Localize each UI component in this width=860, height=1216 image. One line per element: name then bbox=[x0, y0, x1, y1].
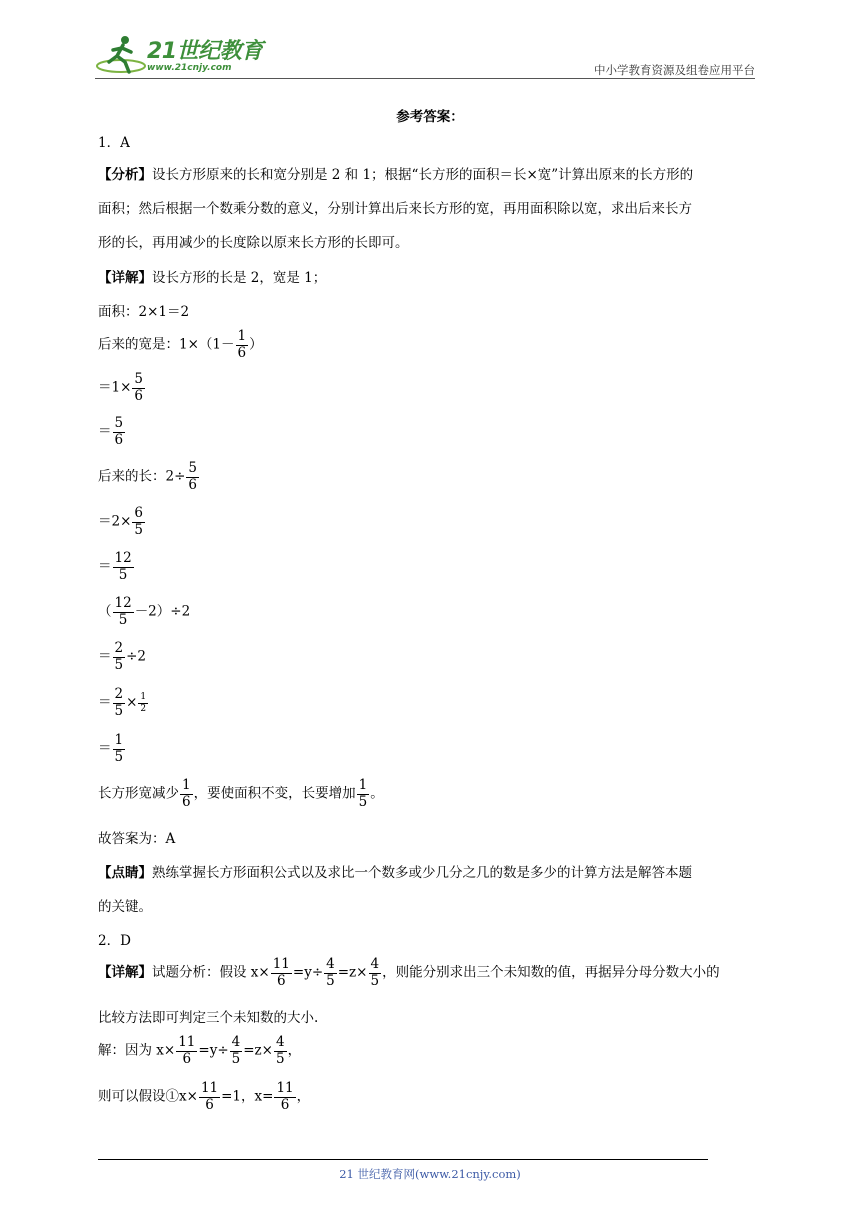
q2-answer: 2．D bbox=[98, 933, 131, 949]
footer-link[interactable]: 21 世纪教育网(www.21cnjy.com) bbox=[339, 1167, 521, 1181]
q1-step bbox=[98, 687, 149, 719]
fraction: $\frac{1}{6}$ bbox=[182, 777, 191, 810]
analysis-tag: 【分析】 bbox=[98, 167, 152, 183]
detail-tag: 【详解】 bbox=[98, 964, 152, 981]
q2-detail-line-1 bbox=[98, 957, 720, 989]
fraction: $\frac{11}{6}$ bbox=[178, 1034, 196, 1067]
logo-url: www.21cnjy.com bbox=[147, 63, 232, 73]
q1-analysis-line-2: 面积；然后根据一个数乘分数的意义，分别计算出后来长方形的宽，再用面积除以宽，求出后来长方 bbox=[98, 201, 692, 217]
expr-text: =1，x= bbox=[221, 1088, 274, 1105]
q1-analysis-line-3: 形的长，再用减少的长度除以原来长方形的长即可。 bbox=[98, 235, 409, 251]
expr-text: 后来的宽是：1×（1－ bbox=[98, 336, 235, 353]
expr-text: 长方形宽减少 bbox=[98, 785, 179, 802]
expr-text: =y÷ bbox=[198, 1042, 229, 1059]
fraction: $\frac{12}{5}$ bbox=[114, 595, 132, 628]
fraction: $\frac{11}{6}$ bbox=[200, 1080, 219, 1113]
fraction: $\frac{1}{5}$ bbox=[114, 732, 124, 765]
fraction: $\frac{4}{5}$ bbox=[370, 956, 380, 989]
fraction: $\frac{11}{6}$ bbox=[276, 1080, 294, 1113]
expr-text: 后来的长：2÷ bbox=[98, 468, 186, 485]
expr-text: ＝2× bbox=[98, 513, 132, 530]
q2-assume-line bbox=[98, 1081, 310, 1113]
footer-divider bbox=[98, 1159, 708, 1160]
expr-text: 则可以假设①x× bbox=[98, 1088, 198, 1105]
expr-text: ＝1× bbox=[98, 379, 132, 396]
detail-text: 设长方形的长是 2，宽是 1； bbox=[152, 270, 327, 286]
q1-step bbox=[98, 641, 146, 673]
expr-text: ＝ bbox=[98, 648, 112, 665]
q1-final: 故答案为：A bbox=[98, 831, 176, 847]
expr-text: （ bbox=[98, 603, 112, 620]
fraction: $\frac{1}{5}$ bbox=[358, 777, 368, 810]
site-logo bbox=[95, 32, 265, 76]
fraction: $\frac{4}{5}$ bbox=[326, 956, 335, 989]
comment-text: 熟练掌握长方形面积公式以及求比一个数多或少几分之几的数是多少的计算方法是解答本题 bbox=[152, 865, 692, 881]
header-divider bbox=[95, 78, 755, 79]
q1-comment-line-2: 的关键。 bbox=[98, 899, 152, 915]
q1-comment-line-1 bbox=[98, 861, 692, 881]
fraction: $\frac{5}{6}$ bbox=[134, 371, 143, 404]
fraction: $\frac{4}{5}$ bbox=[276, 1034, 285, 1067]
expr-text: ÷2 bbox=[126, 648, 146, 665]
expr-text: ＝ bbox=[98, 423, 112, 440]
q1-area: 面积：2×1＝2 bbox=[98, 304, 190, 320]
logo-wordmark: 21世纪教育 bbox=[147, 39, 263, 64]
expr-text: ＝ bbox=[98, 740, 112, 757]
fraction: $\frac{4}{5}$ bbox=[231, 1034, 241, 1067]
expr-text: ， bbox=[287, 1042, 302, 1059]
fraction: $\frac{6}{5}$ bbox=[134, 505, 143, 538]
q1-answer: 1．A bbox=[98, 135, 130, 151]
expr-text: 解：因为 x× bbox=[98, 1042, 176, 1059]
fraction: $\frac{5}{6}$ bbox=[188, 460, 197, 493]
expr-text: ） bbox=[249, 336, 263, 353]
q1-step bbox=[98, 551, 135, 583]
expr-text: －2）÷2 bbox=[134, 603, 191, 620]
q2-detail-line-2: 比较方法即可判定三个未知数的大小. bbox=[98, 1010, 319, 1026]
runner-logo-icon bbox=[95, 32, 147, 76]
q1-width-line bbox=[98, 329, 263, 361]
fraction: $\frac{5}{6}$ bbox=[114, 415, 124, 448]
q1-length-line bbox=[98, 461, 200, 493]
expr-text: =z× bbox=[243, 1042, 273, 1059]
fraction: $\frac{2}{5}$ bbox=[114, 686, 124, 719]
expr-text: ＝ bbox=[98, 558, 112, 575]
q1-step bbox=[98, 416, 126, 448]
fraction: $\frac{11}{6}$ bbox=[272, 956, 290, 989]
fraction: $\frac{1}{2}$ bbox=[140, 692, 147, 714]
comment-tag: 【点睛】 bbox=[98, 865, 152, 881]
page-header bbox=[95, 30, 755, 80]
expr-text: ＝ bbox=[98, 694, 112, 711]
expr-text: 。 bbox=[370, 785, 384, 802]
q1-step bbox=[98, 506, 146, 538]
page-title: 参考答案： bbox=[396, 109, 464, 125]
expr-text: =y÷ bbox=[292, 964, 324, 981]
fraction: $\frac{2}{5}$ bbox=[114, 640, 124, 673]
site-name: 中小学教育资源及组卷应用平台 bbox=[594, 63, 755, 77]
expr-text: 试题分析：假设 x× bbox=[152, 964, 270, 981]
fraction: $\frac{1}{6}$ bbox=[237, 328, 247, 361]
q1-step bbox=[98, 372, 146, 404]
fraction: $\frac{12}{5}$ bbox=[114, 550, 132, 583]
expr-text: =z× bbox=[337, 964, 368, 981]
expr-text: ，则能分别求出三个未知数的值，再据异分母分数大小的 bbox=[382, 964, 720, 981]
q1-analysis-line-1 bbox=[98, 163, 693, 183]
q2-solution-line bbox=[98, 1035, 301, 1067]
q1-step bbox=[98, 733, 126, 765]
q1-diff-line bbox=[98, 596, 190, 628]
analysis-text: 设长方形原来的长和宽分别是 2 和 1；根据“长方形的面积＝长×宽”计算出原来的长方形的 bbox=[152, 167, 694, 183]
q1-detail-line bbox=[98, 266, 326, 286]
expr-text: × bbox=[126, 694, 138, 711]
expr-text: ， bbox=[296, 1088, 311, 1105]
detail-tag: 【详解】 bbox=[98, 270, 152, 286]
q1-conclusion bbox=[98, 778, 384, 810]
expr-text: ，要使面积不变，长要增加 bbox=[193, 785, 356, 802]
